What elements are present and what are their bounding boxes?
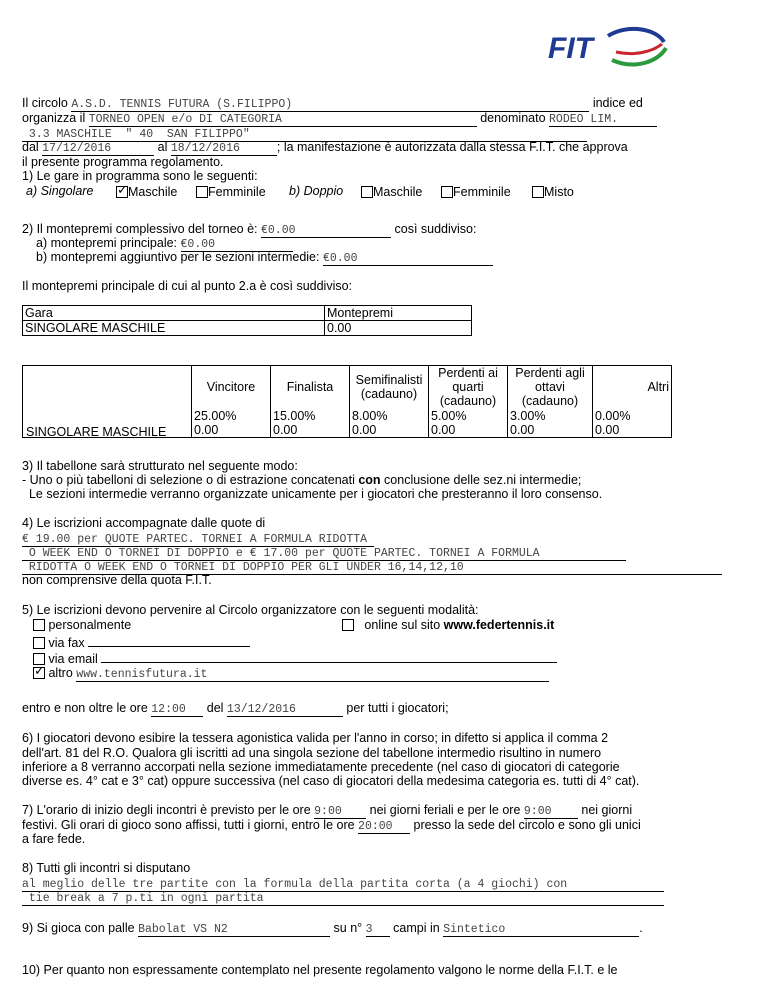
table-header: Montepremi (325, 306, 472, 321)
montepremi-line4: Il montepremi principale di cui al punto 2.a è così suddiviso: (22, 279, 353, 293)
s6-line2: dell'art. 81 del R.O. Qualora gli iscritti ad una singola sezione del tabellone intermedio risultino in numero (22, 746, 602, 760)
s4-quota1: € 19.00 per QUOTE PARTEC. TORNEI A FORMULA RIDOTTA (22, 533, 374, 546)
doppio-misto: Misto (532, 185, 574, 199)
fax-checkbox[interactable] (33, 637, 45, 649)
s5-online: online sul sito www.federtennis.it (342, 618, 554, 632)
s5-email: via email (33, 650, 557, 666)
intro-line4: dal 17/12/2016 al 18/12/2016 ; la manifestazione è autorizzata dalla stessa F.I.T. che approva (22, 140, 628, 155)
s4-quota2: O WEEK END O TORNEI DI DOPPIO e € 17.00 per QUOTE PARTEC. TORNEI A FORMULA (22, 545, 626, 561)
s3-line1: 3) Il tabellone sarà strutturato nel seguente modo: (22, 459, 298, 473)
s5-line1: 5) Le iscrizioni devono pervenire al Circolo organizzatore con le seguenti modalità: (22, 603, 479, 617)
table-gara (22, 305, 472, 336)
s4-line1: 4) Le iscrizioni accompagnate dalle quote di (22, 516, 266, 530)
s8-line1: 8) Tutti gli incontri si disputano (22, 861, 191, 875)
table-cell: 0.00 (325, 321, 472, 336)
s7-line3: a fare fede. (22, 832, 86, 846)
s8-formula1: al meglio delle tre partite con la formula della partita corta (a 4 giochi) con (22, 876, 664, 892)
intro-line5: il presente programma regolamento. (22, 155, 224, 169)
montepremi-aggiuntivo: €0.00 (323, 252, 493, 266)
personalmente-checkbox[interactable] (33, 619, 45, 631)
table-header: Gara (23, 306, 325, 321)
montepremi-principale: €0.00 (181, 238, 293, 252)
s6-line4: diverse es. 4° cat e 3° cat) oppure successiva (nel caso di giocatori della medesima categoria es. tutti di 4° cat). (22, 774, 640, 788)
date-from: 17/12/2016 (42, 142, 154, 156)
s4-quota3: RIDOTTA O WEEK END O TORNEI DI DOPPIO PER GLI UNDER 16,14,12,10 (22, 559, 722, 575)
singolare-maschile: ✓ Maschile (116, 185, 177, 199)
fit-logo (546, 22, 674, 72)
numero-campi: 3 (366, 923, 390, 937)
s9-line1: 9) Si gioca con palle Babolat VS N2 su n° 3 campi in Sintetico . (22, 921, 643, 936)
club-name: A.S.D. TENNIS FUTURA (S.FILIPPO) (71, 98, 589, 112)
table-cell: 5.00% 0.00 (429, 409, 508, 438)
intro-line6: 1) Le gare in programma sono le seguenti: (22, 169, 258, 183)
table-cell: 25.00% 0.00 (192, 409, 271, 438)
s3-line2: - Uno o più tabelloni di selezione o di estrazione concatenati con conclusione delle sez.ni intermedie; (22, 473, 582, 487)
torneo-type: TORNEO OPEN e/o DI CATEGORIA (89, 113, 477, 127)
s6-line3: inferiore a 8 verranno accorpati nella sezione immediatamente precedente (nel caso di giocatori di categorie (22, 760, 620, 774)
montepremi-line1: 2) Il montepremi complessivo del torneo è: €0.00 così suddiviso: (22, 222, 477, 237)
table-cell: 8.00% 0.00 (350, 409, 429, 438)
table-cell: 0.00% 0.00 (593, 409, 672, 438)
montepremi-line2: a) montepremi principale: €0.00 (36, 236, 293, 252)
torneo-denominazione: RODEO LIM. (549, 113, 657, 127)
s7-line2: festivi. Gli orari di gioco sono affissi, tutti i giorni, entro le ore 20:00 presso la sede del circolo e sono gli unici (22, 818, 641, 833)
singolare-label: a) Singolare (26, 184, 94, 198)
table-header: Finalista (271, 366, 350, 409)
doppio-femminile: Femminile (441, 185, 511, 199)
logo-text: FIT (548, 32, 593, 65)
singolare-maschile-checkbox[interactable] (116, 186, 128, 198)
palle: Babolat VS N2 (138, 923, 330, 937)
table-row-label-text: SINGOLARE MASCHILE (26, 425, 167, 439)
altro-field: www.tennisfutura.it (76, 668, 549, 682)
doppio-maschile-checkbox[interactable] (361, 186, 373, 198)
s7-line1: 7) L'orario di inizio degli incontri è previsto per le ore 9:00 nei giorni feriali e per le ore 9:00 nei giorni (22, 803, 633, 818)
s3-line3: Le sezioni intermedie verranno organizzate unicamente per i giocatori che presteranno il loro consenso. (22, 487, 603, 501)
singolare-femminile-checkbox[interactable] (196, 186, 208, 198)
singolare-femminile: Femminile (196, 185, 266, 199)
s5-altro: ✓ altro www.tennisfutura.it (33, 666, 549, 682)
table-cell: SINGOLARE MASCHILE (23, 321, 325, 336)
online-checkbox[interactable] (342, 619, 354, 631)
doppio-femminile-checkbox[interactable] (441, 186, 453, 198)
intro-line3: 3.3 MASCHILE " 40 SAN FILIPPO" (22, 126, 587, 142)
table-cell: 15.00% 0.00 (271, 409, 350, 438)
orario-feriali: 9:00 (314, 805, 366, 819)
orario-affissione: 20:00 (358, 820, 410, 834)
doppio-maschile: Maschile (361, 185, 422, 199)
table-header: Altri (593, 366, 672, 409)
fax-field (88, 634, 250, 647)
montepremi-totale: €0.00 (261, 224, 391, 238)
intro-line1: Il circolo A.S.D. TENNIS FUTURA (S.FILIPPO) indice ed (22, 96, 643, 111)
s5-personalmente: personalmente (33, 618, 131, 632)
montepremi-line3: b) montepremi aggiuntivo per le sezioni intermedie: €0.00 (36, 250, 493, 266)
table-header: Perdenti ai quarti (cadauno) (429, 366, 508, 409)
doppio-misto-checkbox[interactable] (532, 186, 544, 198)
intro-line2: organizza il TORNEO OPEN e/o DI CATEGORIA denominato RODEO LIM. (22, 111, 657, 127)
entro-data: 13/12/2016 (227, 703, 343, 717)
table-cell: 3.00% 0.00 (508, 409, 593, 438)
entro-ora: 12:00 (151, 703, 203, 717)
s5-fax: via fax (33, 634, 250, 650)
s8-formula2: tie break a 7 p.ti in ogni partita (22, 890, 664, 906)
doppio-label: b) Doppio (289, 184, 344, 198)
table-header: Perdenti agli ottavi (cadauno) (508, 366, 593, 409)
superficie-campi: Sintetico (443, 923, 639, 937)
s10-line1: 10) Per quanto non espressamente contemplato nel presente regolamento valgono le norme della F.I.T. e le (22, 963, 618, 977)
orario-festivi: 9:00 (524, 805, 578, 819)
table-header: Vincitore (192, 366, 271, 409)
s6-line1: 6) I giocatori devono esibire la tessera agonistica valida per l'anno in corso; in difetto si applica il comma 2 (22, 731, 609, 745)
altro-checkbox[interactable] (33, 667, 45, 679)
table-header: Semifinalisti (cadauno) (350, 366, 429, 409)
s5-entro: entro e non oltre le ore 12:00 del 13/12/2016 per tutti i giocatori; (22, 701, 449, 716)
s4-line5: non comprensive della quota F.I.T. (22, 573, 212, 587)
email-field (101, 650, 557, 663)
date-to: 18/12/2016 (171, 142, 277, 156)
